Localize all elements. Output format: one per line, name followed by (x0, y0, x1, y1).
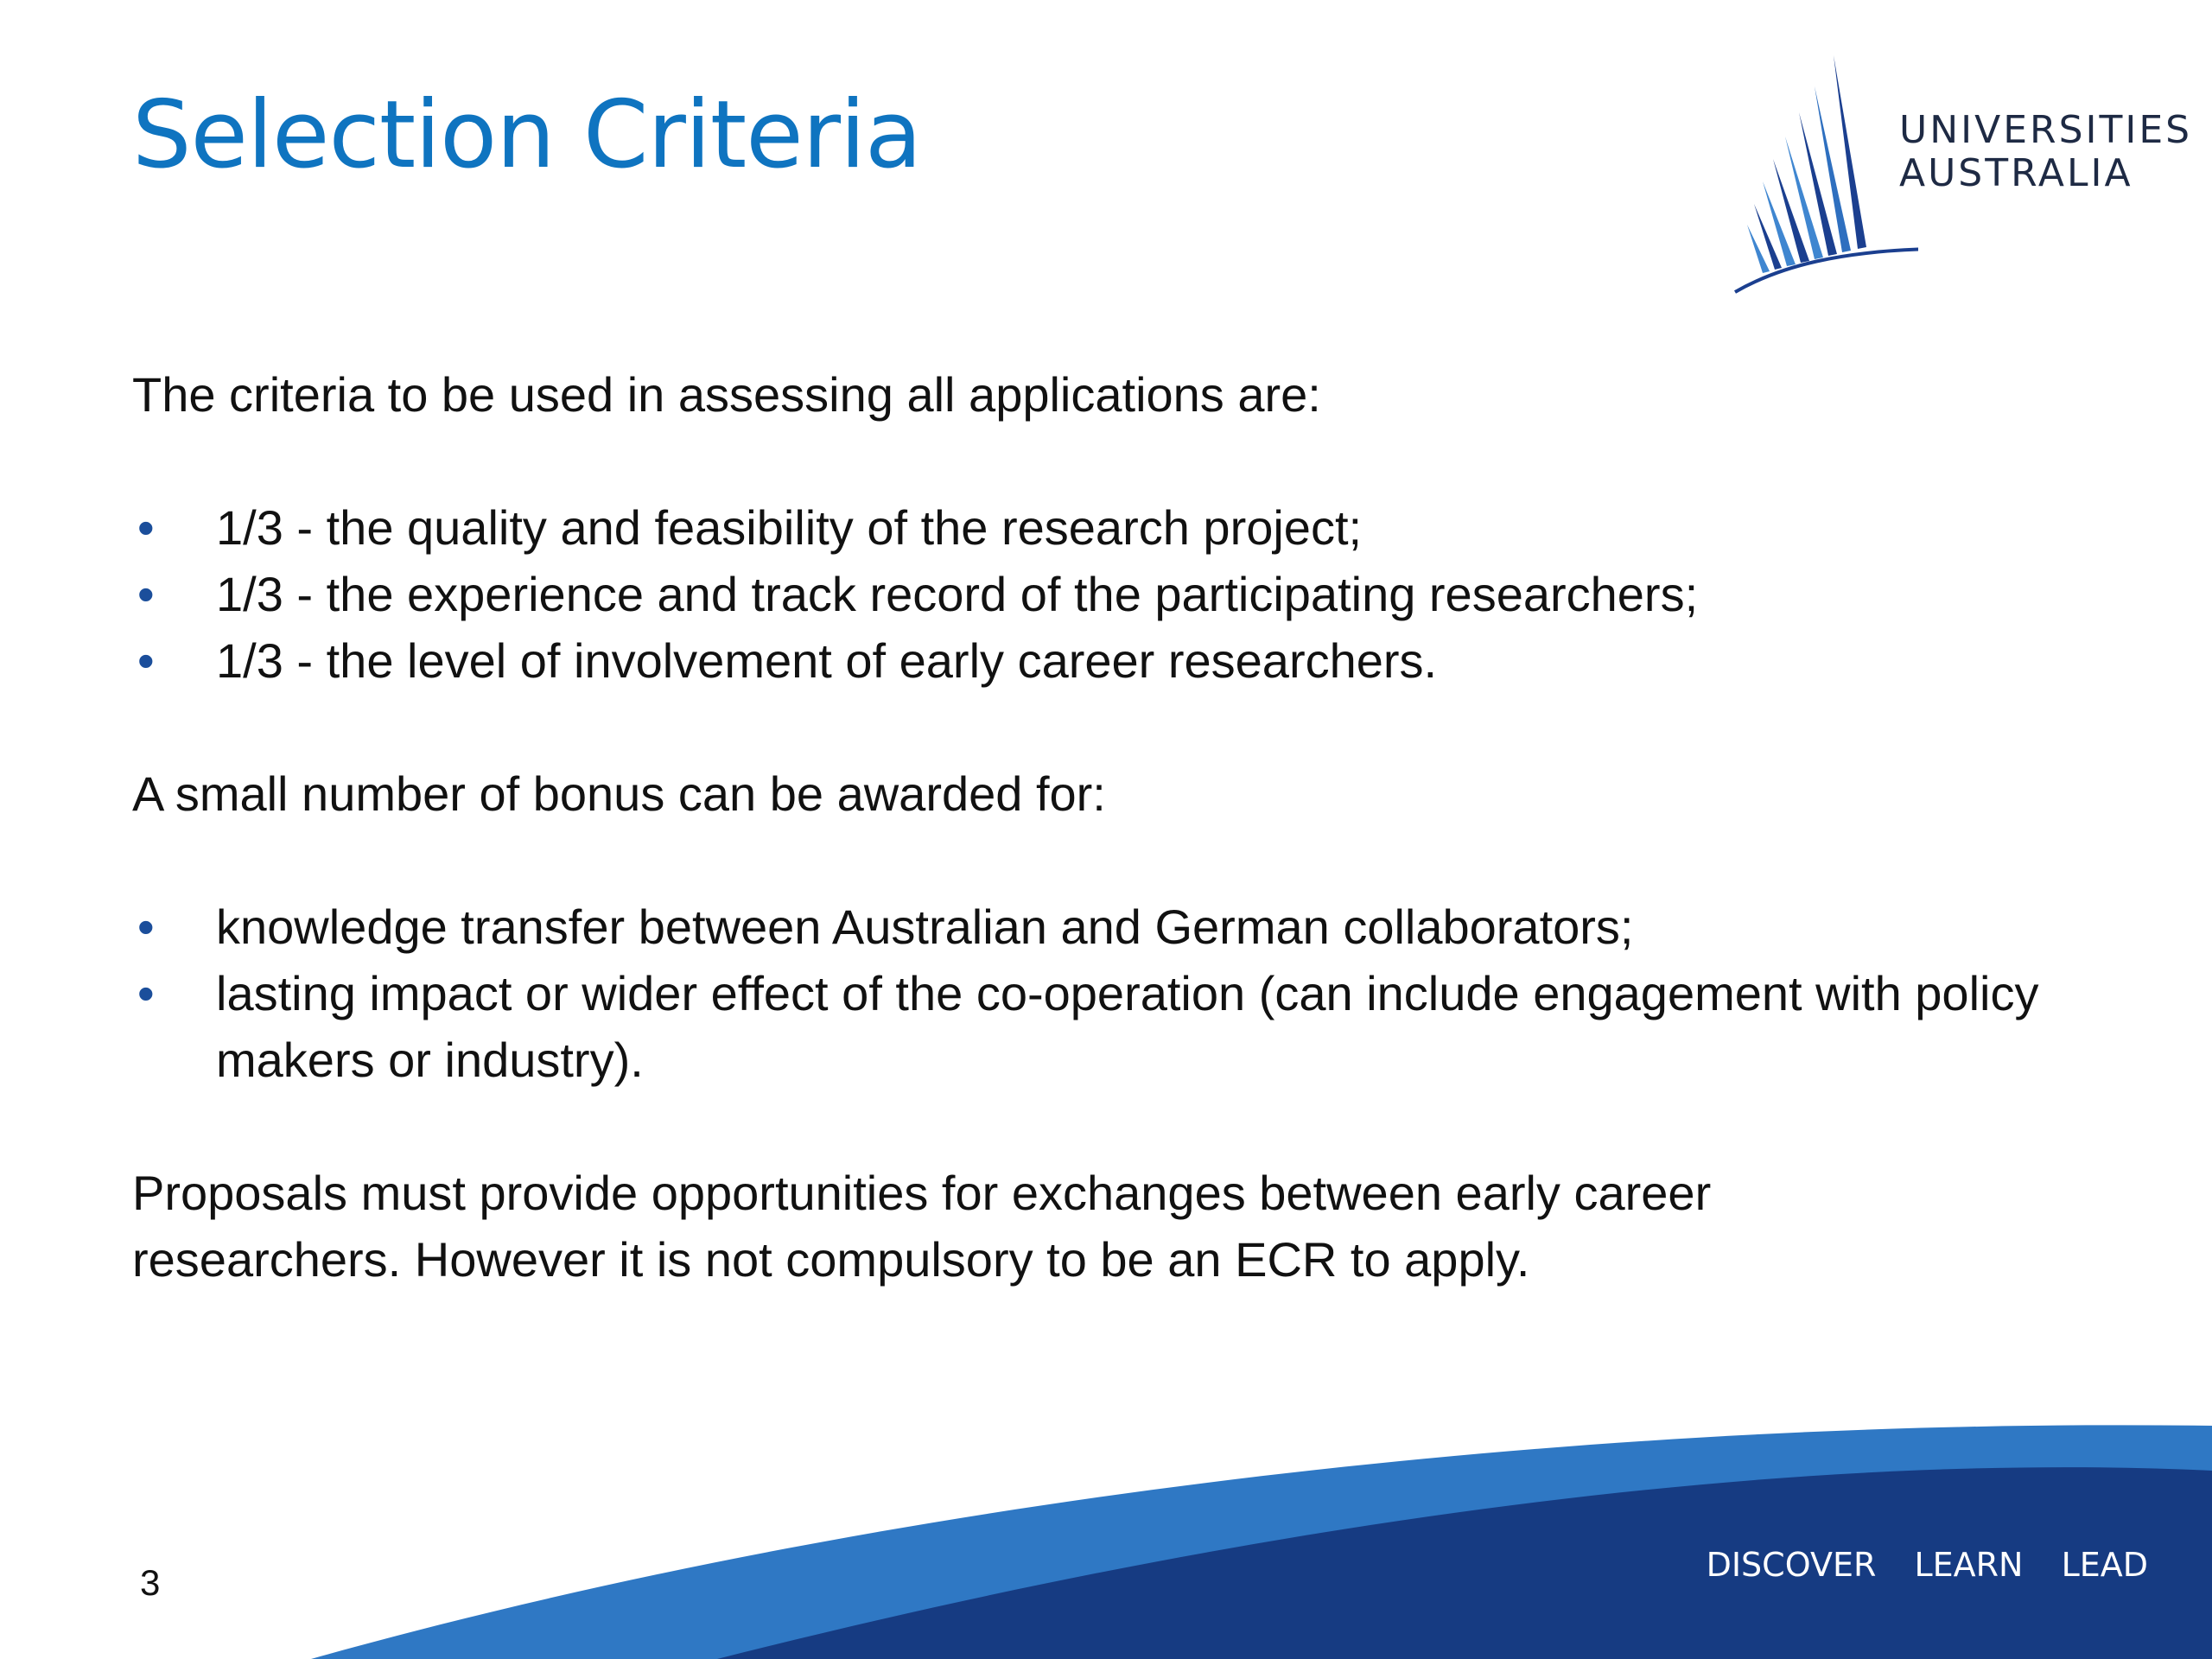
footer-tagline (1707, 1546, 2148, 1584)
bonus-intro: A small number of bonus can be awarded for: (132, 766, 1106, 821)
bullet-icon: • (137, 899, 155, 954)
sail-logo-icon (1728, 50, 1918, 301)
universities-australia-logo (1728, 50, 2193, 301)
criteria-intro: The criteria to be used in assessing all applications are: (132, 367, 1321, 422)
footer-wave (0, 1400, 2212, 1659)
closing-paragraph: Proposals must provide opportunities for exchanges between early career researchers. However it is not compulsory to be an ECR to apply. (132, 1166, 1712, 1287)
criteria-item-text: 1/3 - the experience and track record of the participating researchers; (216, 567, 1699, 621)
logo-line-1: UNIVERSITIES (1899, 108, 2193, 152)
bullet-icon: • (137, 966, 155, 1020)
tagline-lead: LEAD (2061, 1546, 2148, 1584)
bullet-icon: • (137, 567, 155, 621)
bonus-list (132, 893, 2076, 1093)
criteria-item (132, 494, 2076, 561)
tagline-discover: DISCOVER (1706, 1546, 1877, 1584)
spacer (132, 694, 2076, 760)
tagline-learn: LEARN (1914, 1546, 2024, 1584)
logo-text (1899, 109, 2192, 195)
bullet-icon: • (137, 500, 155, 555)
criteria-item-text: 1/3 - the quality and feasibility of the research project; (216, 500, 1363, 555)
bullet-icon: • (137, 633, 155, 688)
bonus-item-text: knowledge transfer between Australian and German collaborators; (216, 899, 1634, 954)
logo-line-2: AUSTRALIA (1899, 151, 2133, 195)
bonus-item (132, 960, 2152, 1093)
criteria-item (132, 627, 2076, 694)
spacer (132, 428, 2076, 494)
spacer (132, 827, 2076, 893)
page-number: 3 (140, 1562, 161, 1603)
bonus-item-text: lasting impact or wider effect of the co-operation (can include engagement with policy makers or industry). (216, 966, 2039, 1087)
criteria-item (132, 561, 2076, 627)
bonus-item (132, 893, 2076, 960)
slide-body (132, 361, 2076, 1293)
spacer (132, 1093, 2076, 1160)
criteria-item-text: 1/3 - the level of involvement of early career researchers. (216, 633, 1438, 688)
slide-title: Selection Criteria (132, 81, 922, 189)
criteria-list (132, 494, 2076, 694)
